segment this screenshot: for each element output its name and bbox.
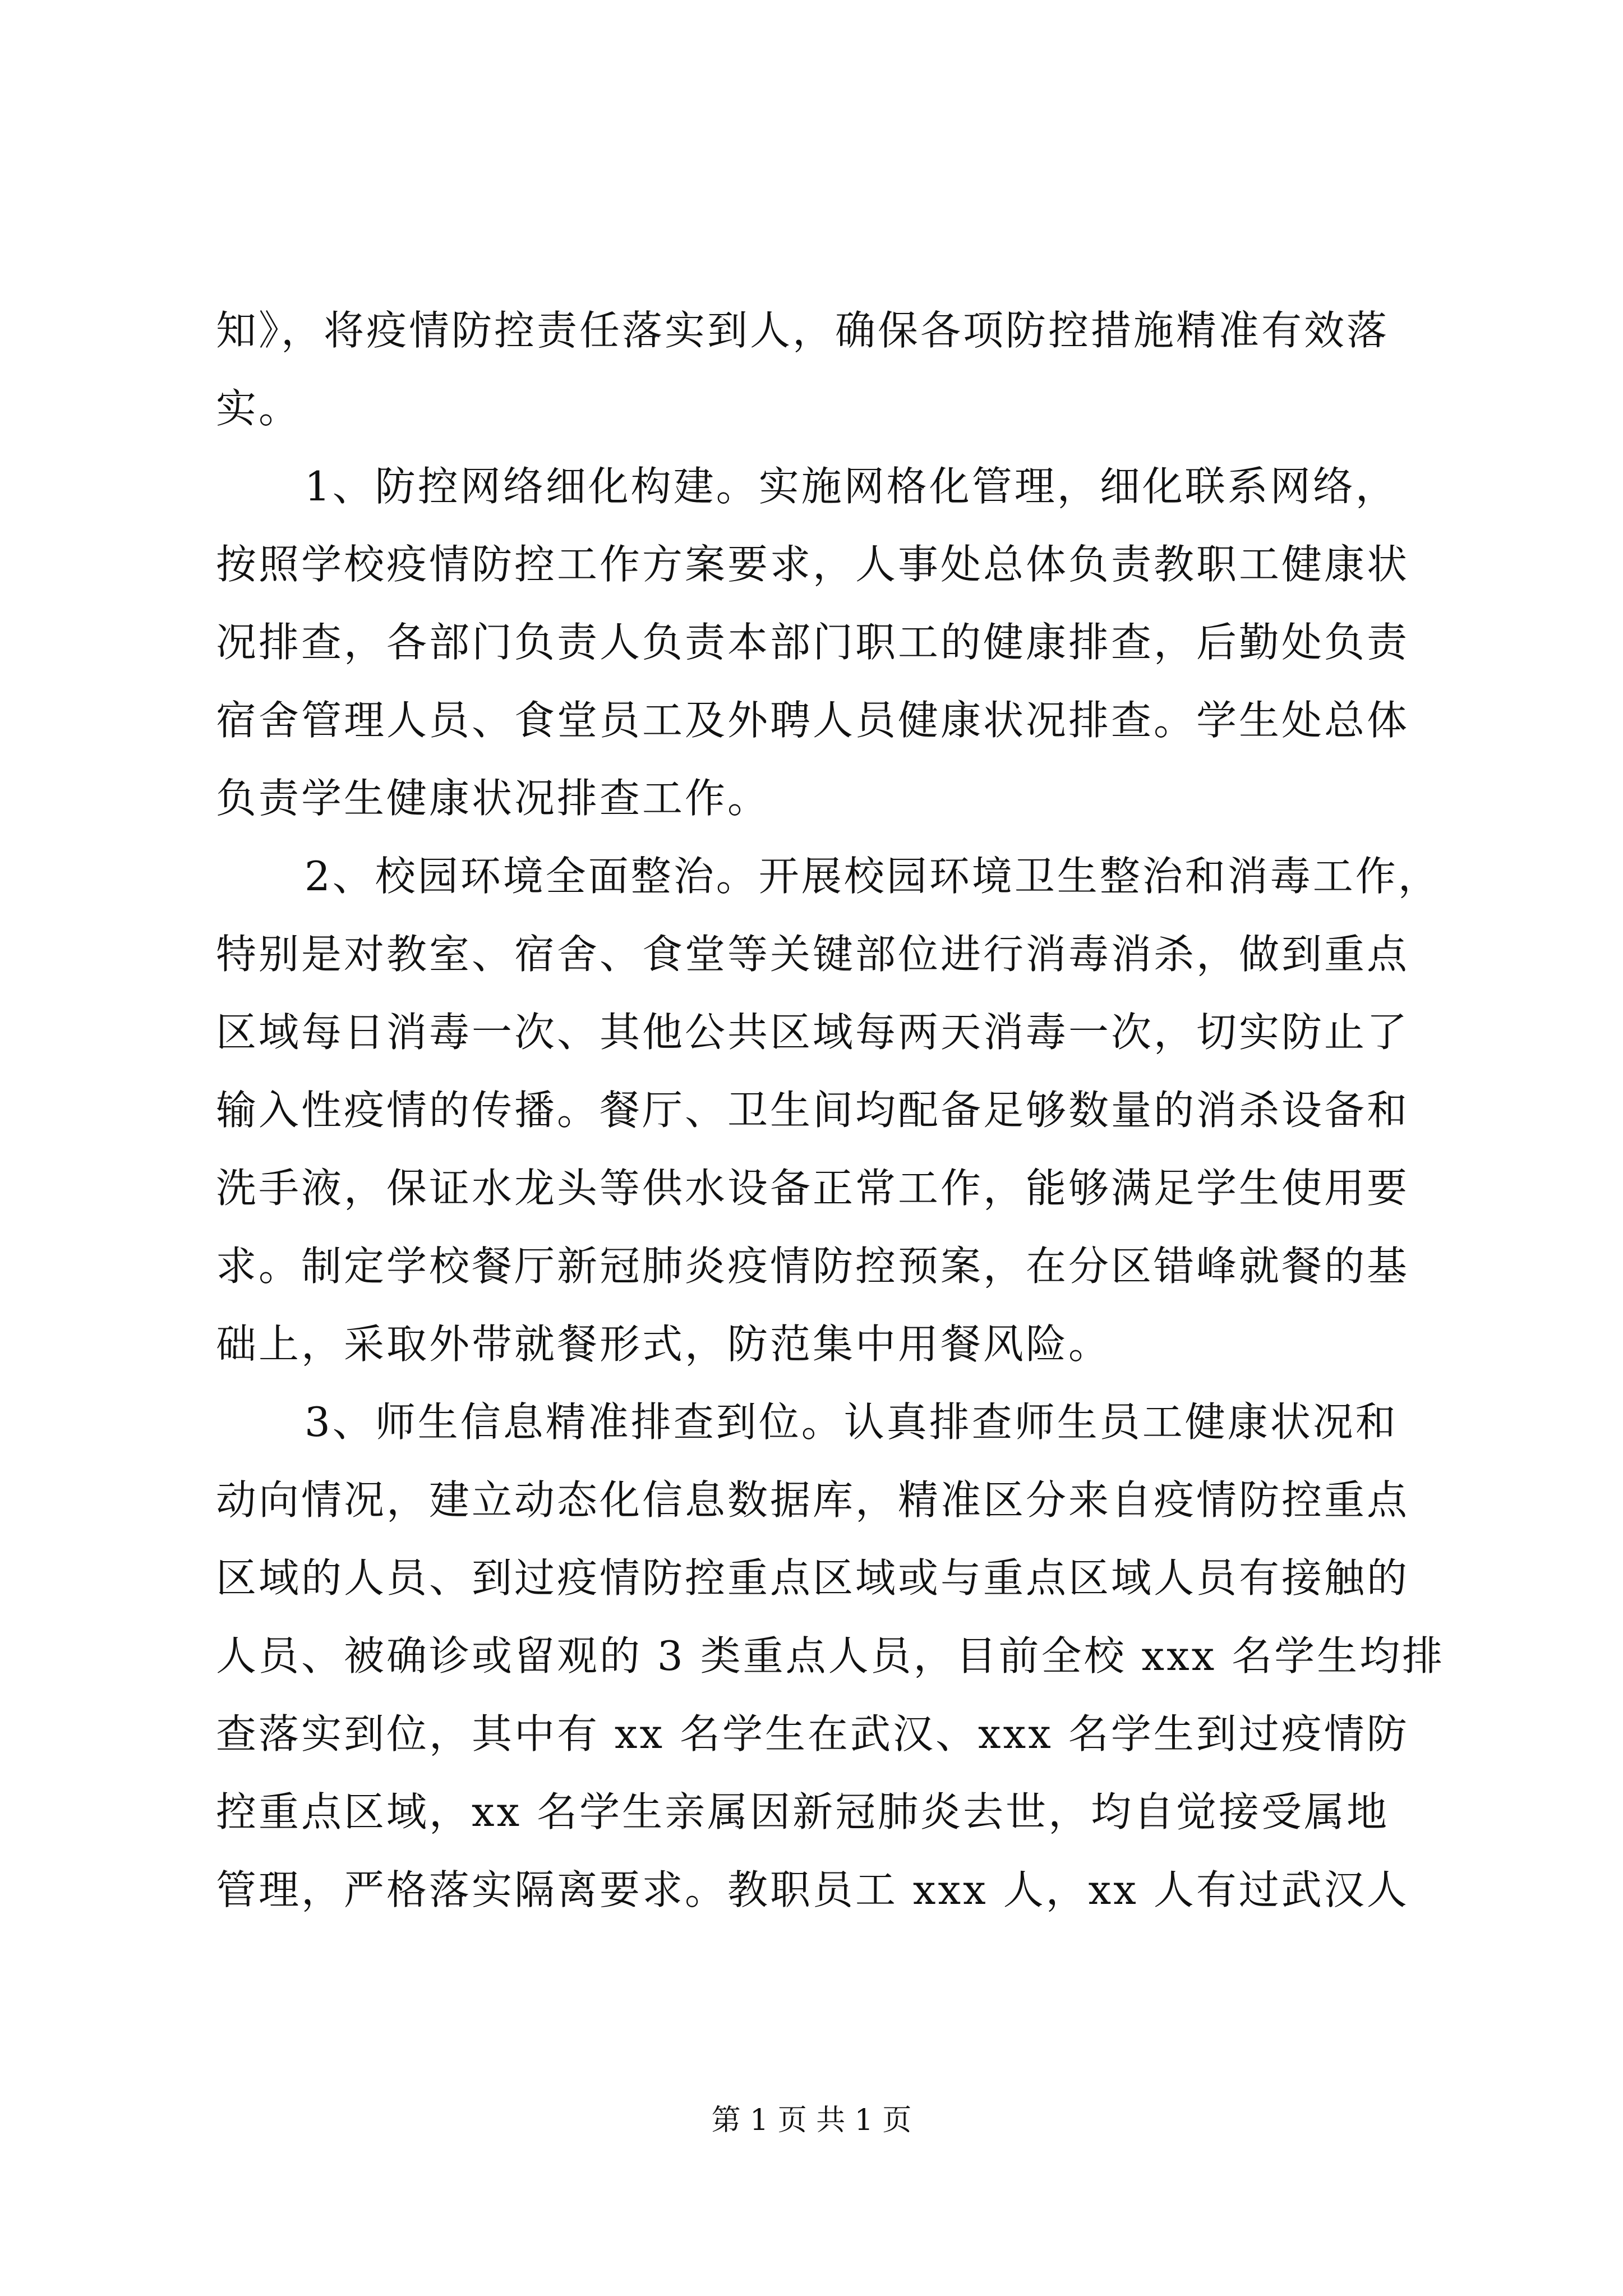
text-line: 础上，采取外带就餐形式，防范集中用餐风险。: [216, 1320, 1112, 1368]
text-line: 实。: [216, 385, 302, 432]
text-line: 控重点区域，xx 名学生亲属因新冠肺炎去世，均自觉接受属地: [216, 1788, 1390, 1835]
section-heading-line: 3、师生信息精准排查到位。认真排查师生员工健康状况和: [305, 1398, 1398, 1446]
text-line: 况排查，各部门负责人负责本部门职工的健康排查，后勤处负责: [216, 619, 1410, 666]
text-line: 管理，严格落实隔离要求。教职员工 xxx 人，xx 人有过武汉人: [216, 1866, 1409, 1913]
text-line: 求。制定学校餐厅新冠肺炎疫情防控预案，在分区错峰就餐的基: [216, 1243, 1410, 1290]
text-line: 动向情况，建立动态化信息数据库，精准区分来自疫情防控重点: [216, 1476, 1410, 1524]
text-line: 负责学生健康状况排查工作。: [216, 775, 771, 822]
page-number: 第 1 页 共 1 页: [711, 2104, 912, 2137]
text-line: 宿舍管理人员、食堂员工及外聘人员健康状况排查。学生处总体: [216, 697, 1410, 744]
text-line: 人员、被确诊或留观的 3 类重点人员，目前全校 xxx 名学生均排: [216, 1632, 1445, 1680]
document-body: [216, 292, 1445, 1929]
text-line: 特别是对教室、宿舍、食堂等关键部位进行消毒消杀，做到重点: [216, 931, 1410, 978]
text-line: 知》，将疫情防控责任落实到人，确保各项防控措施精准有效落: [216, 307, 1390, 354]
text-line: 按照学校疫情防控工作方案要求，人事处总体负责教职工健康状: [216, 541, 1410, 588]
section-heading-line: 1、防控网络细化构建。实施网格化管理，细化联系网络，: [305, 463, 1398, 510]
text-line: 查落实到位，其中有 xx 名学生在武汉、xxx 名学生到过疫情防: [216, 1710, 1409, 1757]
section-heading-line: 2、校园环境全面整治。开展校园环境卫生整治和消毒工作，: [305, 853, 1441, 900]
text-line: 洗手液，保证水龙头等供水设备正常工作，能够满足学生使用要: [216, 1165, 1410, 1212]
page-footer: [0, 2101, 1623, 2140]
text-line: 区域的人员、到过疫情防控重点区域或与重点区域人员有接触的: [216, 1554, 1410, 1602]
text-line: 区域每日消毒一次、其他公共区域每两天消毒一次，切实防止了: [216, 1009, 1410, 1056]
text-line: 输入性疫情的传播。餐厅、卫生间均配备足够数量的消杀设备和: [216, 1087, 1410, 1134]
